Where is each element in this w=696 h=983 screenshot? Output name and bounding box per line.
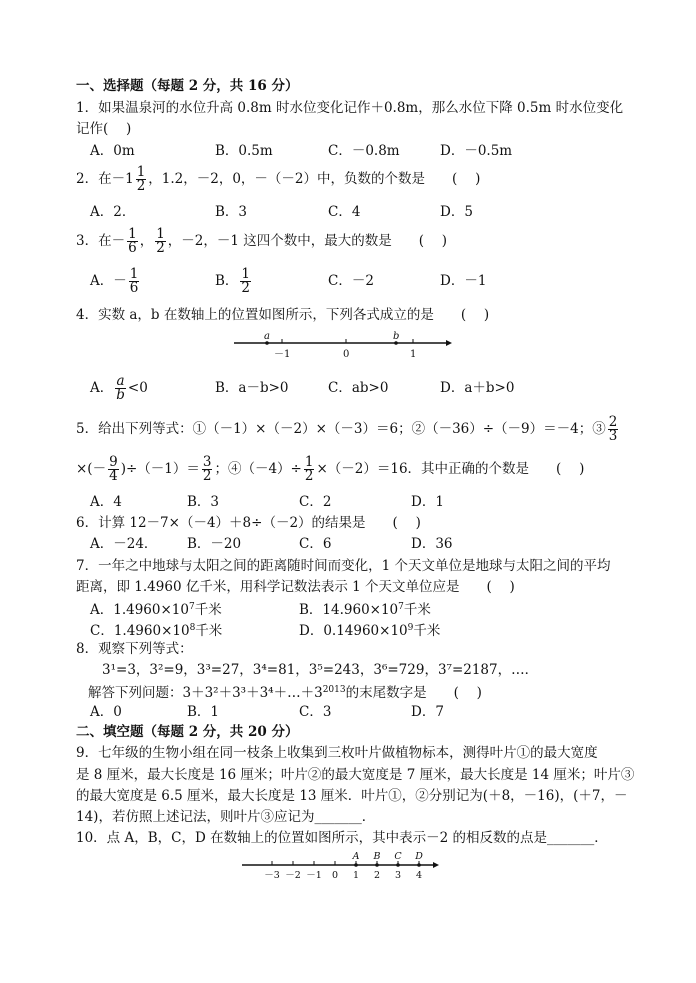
q3-a-den: 6 <box>129 280 139 296</box>
q4-a-den: b <box>116 387 125 403</box>
q5-line2 <box>76 454 584 484</box>
q4-stem: 4．实数 a，b 在数轴上的位置如图所示，下列各式成立的是 ( ) <box>76 307 490 323</box>
q2-option-a: A．2． <box>90 204 136 220</box>
q1-stem-line2: 记作( ) <box>76 121 132 137</box>
q10-point-label-d: D <box>415 851 423 862</box>
q5-f3-num: 3 <box>202 454 212 470</box>
q9-line2: 是 8 厘米，最大长度是 16 厘米；叶片②的最大宽度是 7 厘米，最大长度是 14 厘米；叶片③ <box>76 767 635 783</box>
q1-option-a: A．0m <box>90 143 135 159</box>
q5-text-4: ；④（－4）÷ <box>214 461 302 477</box>
q7-stem-line1: 7．一年之中地球与太阳之间的距离随时间而变化，1 个天文单位是地球与太阳之间的平均 <box>76 558 611 574</box>
q7-c-base: C．1.4960×10 <box>90 623 190 639</box>
q10-axis-arrow <box>433 862 439 868</box>
q3-option-b-fraction <box>240 268 251 295</box>
q7-b-exp: 7 <box>398 602 404 612</box>
q3-frac2-den: 2 <box>156 240 165 256</box>
q5-f2-den: 4 <box>109 468 118 484</box>
q4-option-a-tail: <0 <box>127 380 148 396</box>
q8-sum-exp: 2013 <box>322 685 346 695</box>
q4-axis-arrow <box>446 340 452 346</box>
q5-line1 <box>76 414 620 444</box>
q3-text-1: 3．在－ <box>76 233 126 249</box>
q4-option-d: D．a＋b>0 <box>440 380 515 396</box>
q3-b-den: 2 <box>241 280 251 296</box>
q9-line3: 的最大宽度是 6.5 厘米，最大长度是 13 厘米．叶片①，②分别记为(＋8，－16)，(＋7，－ <box>76 788 628 804</box>
q10-number-line <box>240 850 440 880</box>
q7-a-base: A．1.4960×10 <box>90 602 189 618</box>
q5-fraction-2 <box>108 456 119 483</box>
q2-text-2: ，1.2，－2，0，－（－2）中，负数的个数是 ( ) <box>148 171 481 187</box>
q2-frac-den: 2 <box>136 178 146 194</box>
q10-point-label-b: B <box>373 851 381 862</box>
q4-option-a-label: A． <box>90 380 114 396</box>
q7-c-unit: 千米 <box>195 623 223 639</box>
q3-option-a-label: A．－ <box>90 273 127 289</box>
q3-frac1-num: 1 <box>128 226 137 242</box>
q6-option-c: C．6 <box>299 536 332 552</box>
q8-stem-line3 <box>88 680 482 703</box>
q7-stem-line2: 距离，即 1.4960 亿千米，用科学记数法表示 1 个天文单位应是 ( ) <box>76 579 515 595</box>
q9-line4: 14)，若仿照上述记法，则叶片③应记为_______． <box>76 809 376 825</box>
q7-d-unit: 千米 <box>413 623 441 639</box>
q3-a-num: 1 <box>129 266 139 282</box>
q5-option-a: A．4 <box>90 494 122 510</box>
q3-fraction-2 <box>155 228 166 255</box>
q3-option-b <box>215 268 253 295</box>
q7-option-a <box>90 597 222 620</box>
q5-option-c: C．2 <box>299 494 332 510</box>
q5-f2-num: 9 <box>109 454 118 470</box>
q4-option-b: B．a－b>0 <box>215 380 289 396</box>
q2-option-c: C．4 <box>328 204 361 220</box>
q5-text-5: ×（－2）＝16．其中正确的个数是 ( ) <box>316 461 585 477</box>
q7-c-exp: 8 <box>189 623 196 633</box>
q10-tick-label: －1 <box>306 870 322 881</box>
q7-d-exp: 9 <box>407 623 414 633</box>
q10-point-label-a: A <box>352 851 360 862</box>
q3-b-num: 1 <box>241 266 251 282</box>
q5-f1-num: 2 <box>608 414 618 430</box>
q5-fraction-1 <box>608 416 619 443</box>
q7-a-unit: 千米 <box>194 602 222 618</box>
q5-text-3: )÷（－1）＝ <box>120 461 200 477</box>
q10-tick-label: 3 <box>394 870 402 881</box>
q10-tick-label: 4 <box>415 870 423 881</box>
q5-fraction-4 <box>304 456 315 483</box>
q8-stem-line2: 3¹=3，3²=9，3³=27，3⁴=81，3⁵=243，3⁶=729，3⁷=2187，…． <box>102 662 539 678</box>
q3-frac2-num: 1 <box>156 226 165 242</box>
q4-option-a-fraction <box>115 375 126 402</box>
q8-option-a: A．0 <box>90 704 122 720</box>
q4-label-b: b <box>393 331 400 342</box>
q8-option-b: B．1 <box>187 704 220 720</box>
q8-stem-line1: 8．观察下列等式： <box>76 641 193 657</box>
q10-point-d <box>417 863 421 867</box>
q7-b-unit: 千米 <box>403 602 431 618</box>
q6-option-a: A．－24． <box>90 536 158 552</box>
q3-option-d: D．－1 <box>440 273 487 289</box>
q3-option-c: C．－2 <box>328 273 374 289</box>
q10-tick-label: 2 <box>373 870 381 881</box>
q1-stem-line1: 1．如果温泉河的水位升高 0.8m 时水位变化记作＋0.8m，那么水位下降 0.5m 时水位变化 <box>76 100 624 116</box>
q4-label-1: 1 <box>410 349 417 360</box>
q4-label-m1: －1 <box>274 349 291 360</box>
q4-option-c: C．ab>0 <box>328 380 389 396</box>
q5-text-1: 5．给出下列等式：①（－1）×（－2）×（－3）＝6；②（－36）÷（－9）＝－4；③ <box>76 421 606 437</box>
q4-number-line <box>232 330 452 360</box>
q10-tick-label: 0 <box>331 870 339 881</box>
q10-point-c <box>396 863 400 867</box>
q7-b-base: B．14.960×10 <box>299 602 399 618</box>
q4-label-a: a <box>264 331 270 342</box>
q10-tick-label: 1 <box>352 870 360 881</box>
q3-text-3: ，－2，－1 这四个数中，最大的数是 ( ) <box>167 233 448 249</box>
q8-question-text: 的末尾数字是 ( ) <box>345 685 482 701</box>
q3-text-2: ， <box>139 233 154 249</box>
q7-option-d <box>299 618 440 641</box>
section-heading-choice: 一、选择题（每题 2 分，共 16 分） <box>76 78 299 94</box>
q7-a-exp: 7 <box>188 602 195 612</box>
q1-option-b: B．0.5m <box>215 143 273 159</box>
q8-option-c: C．3 <box>299 704 332 720</box>
q6-option-d: D．36 <box>411 536 453 552</box>
q10-tick-label: －3 <box>264 870 280 881</box>
q7-d-base: D．0.14960×10 <box>299 623 408 639</box>
q2-option-d: D．5 <box>440 204 473 220</box>
q2-text-1: 2．在－1 <box>76 171 134 187</box>
q3-fraction-1 <box>127 228 138 255</box>
q4-option-a <box>90 373 148 403</box>
q4-label-0: 0 <box>343 349 350 360</box>
section-heading-fill: 二、填空题（每题 2 分，共 20 分） <box>76 724 299 740</box>
q3-frac1-den: 6 <box>128 240 137 256</box>
q8-sum-text: 解答下列问题：3＋3²＋3³＋3⁴＋…＋3 <box>88 685 323 701</box>
q10-stem: 10．点 A，B，C，D 在数轴上的位置如图所示，其中表示－2 的相反数的点是_______． <box>76 830 608 846</box>
q5-fraction-3 <box>202 456 213 483</box>
q2-option-b: B．3 <box>215 204 248 220</box>
q7-option-c <box>90 618 222 641</box>
q5-option-d: D．1 <box>411 494 444 510</box>
q4-a-num: a <box>116 373 125 389</box>
q10-tick-label: －2 <box>285 870 301 881</box>
q1-option-c: C．－0.8m <box>328 143 400 159</box>
q3-stem <box>76 228 447 255</box>
q5-f3-den: 2 <box>202 468 212 484</box>
q6-stem: 6．计算 12－7×（－4）＋8÷（－2）的结果是 ( ) <box>76 515 421 531</box>
q3-option-b-label: B． <box>215 273 239 289</box>
q5-text-2: ×(－ <box>76 461 107 477</box>
q10-point-a <box>354 863 358 867</box>
q2-fraction <box>136 166 147 193</box>
q5-option-b: B．3 <box>187 494 220 510</box>
q10-point-label-c: C <box>394 851 402 862</box>
q10-point-b <box>375 863 379 867</box>
q5-f4-num: 1 <box>304 454 314 470</box>
q8-option-d: D．7 <box>411 704 444 720</box>
q3-option-a <box>90 268 141 295</box>
q2-stem <box>76 166 480 193</box>
q6-option-b: B．－20 <box>187 536 242 552</box>
q5-f1-den: 3 <box>608 428 618 444</box>
q7-option-b <box>299 597 431 620</box>
q2-frac-num: 1 <box>136 164 146 180</box>
q9-line1: 9．七年级的生物小组在同一枝条上收集到三枚叶片做植物标本，测得叶片①的最大宽度 <box>76 745 598 761</box>
q1-option-d: D．－0.5m <box>440 143 513 159</box>
q3-option-a-fraction <box>129 268 140 295</box>
q5-f4-den: 2 <box>304 468 314 484</box>
